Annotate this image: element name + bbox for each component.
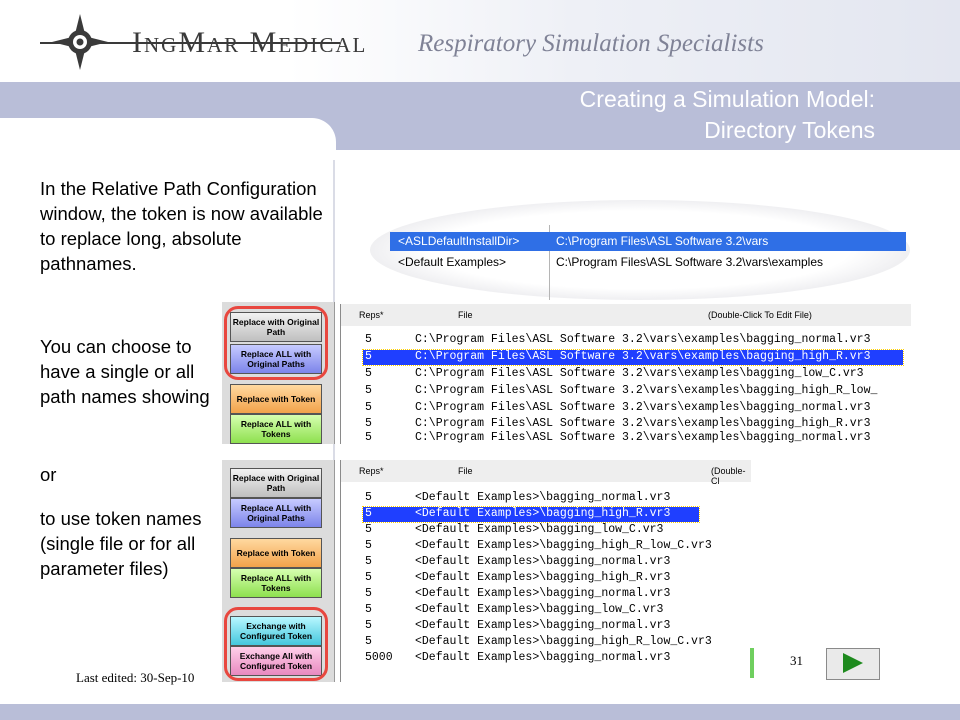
file-cell: <Default Examples>\bagging_normal.vr3 bbox=[415, 619, 671, 632]
file-cell: <Default Examples>\bagging_normal.vr3 bbox=[415, 555, 671, 568]
file-cell: <Default Examples>\bagging_high_R.vr3 bbox=[415, 571, 671, 584]
file-row[interactable] bbox=[363, 571, 743, 586]
reps-column-header[interactable]: Reps* bbox=[359, 310, 384, 320]
path-value: C:\Program Files\ASL Software 3.2\vars\examples bbox=[556, 255, 823, 269]
last-edited-footer: Last edited: 30-Sep-10 bbox=[76, 670, 195, 685]
file-cell: <Default Examples>\bagging_low_C.vr3 bbox=[415, 603, 664, 616]
reps-cell: 5 bbox=[365, 539, 372, 552]
file-cell: <Default Examples>\bagging_high_R_low_C.vr3 bbox=[415, 635, 712, 648]
file-list-top bbox=[340, 304, 911, 444]
ingmar-logo-icon bbox=[50, 12, 110, 72]
file-cell: C:\Program Files\ASL Software 3.2\vars\examples\bagging_low_C.vr3 bbox=[415, 367, 864, 380]
file-row[interactable] bbox=[363, 417, 907, 432]
path-row-install-dir[interactable] bbox=[390, 232, 906, 251]
replace-with-original-path-button[interactable]: Replace with Original Path bbox=[230, 312, 322, 342]
replace-with-token-button[interactable]: Replace with Token bbox=[230, 538, 322, 568]
file-row[interactable] bbox=[363, 587, 743, 602]
file-row[interactable] bbox=[363, 651, 743, 666]
reps-cell: 5 bbox=[365, 555, 372, 568]
slide-title bbox=[400, 84, 875, 146]
file-list-header bbox=[341, 460, 751, 486]
reps-cell: 5 bbox=[365, 367, 372, 380]
replace-all-with-tokens-button[interactable]: Replace ALL with Tokens bbox=[230, 414, 322, 444]
slide-title-line-1: Creating a Simulation Model: bbox=[579, 86, 875, 112]
file-cell: <Default Examples>\bagging_high_R.vr3 bbox=[415, 507, 671, 520]
file-row[interactable] bbox=[363, 384, 907, 399]
exchange-all-with-configured-token-button[interactable]: Exchange All with Configured Token bbox=[230, 646, 322, 676]
file-column-header[interactable]: File bbox=[458, 466, 473, 476]
file-row[interactable] bbox=[363, 431, 907, 446]
path-token: <ASLDefaultInstallDir> bbox=[398, 234, 520, 248]
file-row-selected[interactable] bbox=[363, 350, 903, 365]
file-cell: <Default Examples>\bagging_normal.vr3 bbox=[415, 587, 671, 600]
file-row[interactable] bbox=[363, 401, 907, 416]
replace-all-with-tokens-button[interactable]: Replace ALL with Tokens bbox=[230, 568, 322, 598]
file-cell: C:\Program Files\ASL Software 3.2\vars\examples\bagging_high_R.vr3 bbox=[415, 350, 871, 363]
file-cell: <Default Examples>\bagging_high_R_low_C.vr3 bbox=[415, 539, 712, 552]
body-paragraph-3: or bbox=[40, 464, 57, 485]
file-row[interactable] bbox=[363, 367, 907, 382]
edit-hint-header: (Double-Click To Edit File) bbox=[708, 310, 812, 320]
replace-all-with-original-paths-button[interactable]: Replace ALL with Original Paths bbox=[230, 344, 322, 374]
replace-with-token-button[interactable]: Replace with Token bbox=[230, 384, 322, 414]
reps-cell: 5000 bbox=[365, 651, 393, 664]
reps-cell: 5 bbox=[365, 333, 372, 346]
file-cell: C:\Program Files\ASL Software 3.2\vars\examples\bagging_high_R.vr3 bbox=[415, 417, 871, 430]
reps-cell: 5 bbox=[365, 384, 372, 397]
file-cell: C:\Program Files\ASL Software 3.2\vars\examples\bagging_normal.vr3 bbox=[415, 431, 871, 444]
reps-cell: 5 bbox=[365, 619, 372, 632]
file-row[interactable] bbox=[363, 539, 743, 554]
file-cell: <Default Examples>\bagging_low_C.vr3 bbox=[415, 523, 664, 536]
path-value: C:\Program Files\ASL Software 3.2\vars bbox=[556, 234, 769, 248]
nav-prev-edge[interactable] bbox=[750, 648, 754, 678]
body-paragraph-4: to use token names (single file or for all parameter files) bbox=[40, 508, 202, 579]
exchange-with-configured-token-button[interactable]: Exchange with Configured Token bbox=[230, 616, 322, 646]
file-cell: <Default Examples>\bagging_normal.vr3 bbox=[415, 651, 671, 664]
body-paragraph-2: You can choose to have a single or all path names showing bbox=[40, 336, 210, 407]
bottom-band bbox=[0, 704, 960, 720]
reps-cell: 5 bbox=[365, 507, 372, 520]
file-column-header[interactable]: File bbox=[458, 310, 473, 320]
reps-cell: 5 bbox=[365, 350, 372, 363]
path-row-default-examples[interactable] bbox=[390, 253, 906, 272]
path-token: <Default Examples> bbox=[398, 255, 507, 269]
reps-cell: 5 bbox=[365, 417, 372, 430]
file-row[interactable] bbox=[363, 603, 743, 618]
file-cell: <Default Examples>\bagging_normal.vr3 bbox=[415, 491, 671, 504]
file-cell: C:\Program Files\ASL Software 3.2\vars\examples\bagging_normal.vr3 bbox=[415, 333, 871, 346]
file-row[interactable] bbox=[363, 491, 743, 506]
reps-column-header[interactable]: Reps* bbox=[359, 466, 384, 476]
file-row-selected[interactable] bbox=[363, 507, 699, 522]
reps-cell: 5 bbox=[365, 571, 372, 584]
reps-cell: 5 bbox=[365, 491, 372, 504]
edit-hint-header: (Double-Cl bbox=[711, 466, 746, 486]
file-row[interactable] bbox=[363, 635, 743, 650]
title-band-curve bbox=[0, 118, 336, 158]
file-row[interactable] bbox=[363, 523, 743, 538]
highlight-ring-configured-token bbox=[224, 607, 328, 681]
page-number: 31 bbox=[790, 653, 803, 668]
tagline: Respiratory Simulation Specialists bbox=[418, 30, 764, 57]
body-paragraph-1: In the Relative Path Configuration window, the token is now available to replace long, absolute pathnames. bbox=[40, 178, 323, 274]
reps-cell: 5 bbox=[365, 431, 372, 444]
replace-all-with-original-paths-button[interactable]: Replace ALL with Original Paths bbox=[230, 498, 322, 528]
reps-cell: 5 bbox=[365, 635, 372, 648]
file-row[interactable] bbox=[363, 333, 907, 348]
reps-cell: 5 bbox=[365, 401, 372, 414]
reps-cell: 5 bbox=[365, 523, 372, 536]
reps-cell: 5 bbox=[365, 603, 372, 616]
file-row[interactable] bbox=[363, 619, 743, 634]
slide-title-line-2: Directory Tokens bbox=[704, 117, 875, 143]
replace-with-original-path-button[interactable]: Replace with Original Path bbox=[230, 468, 322, 498]
file-list-bottom bbox=[340, 460, 751, 682]
highlight-ring-original-path bbox=[224, 306, 328, 380]
file-cell: C:\Program Files\ASL Software 3.2\vars\examples\bagging_high_R_low_ bbox=[415, 384, 878, 397]
reps-cell: 5 bbox=[365, 587, 372, 600]
file-row[interactable] bbox=[363, 555, 743, 570]
company-name: IngMar Medical bbox=[132, 26, 368, 59]
next-arrow-icon[interactable] bbox=[843, 653, 863, 673]
file-cell: C:\Program Files\ASL Software 3.2\vars\examples\bagging_normal.vr3 bbox=[415, 401, 871, 414]
file-list-header bbox=[341, 304, 911, 326]
